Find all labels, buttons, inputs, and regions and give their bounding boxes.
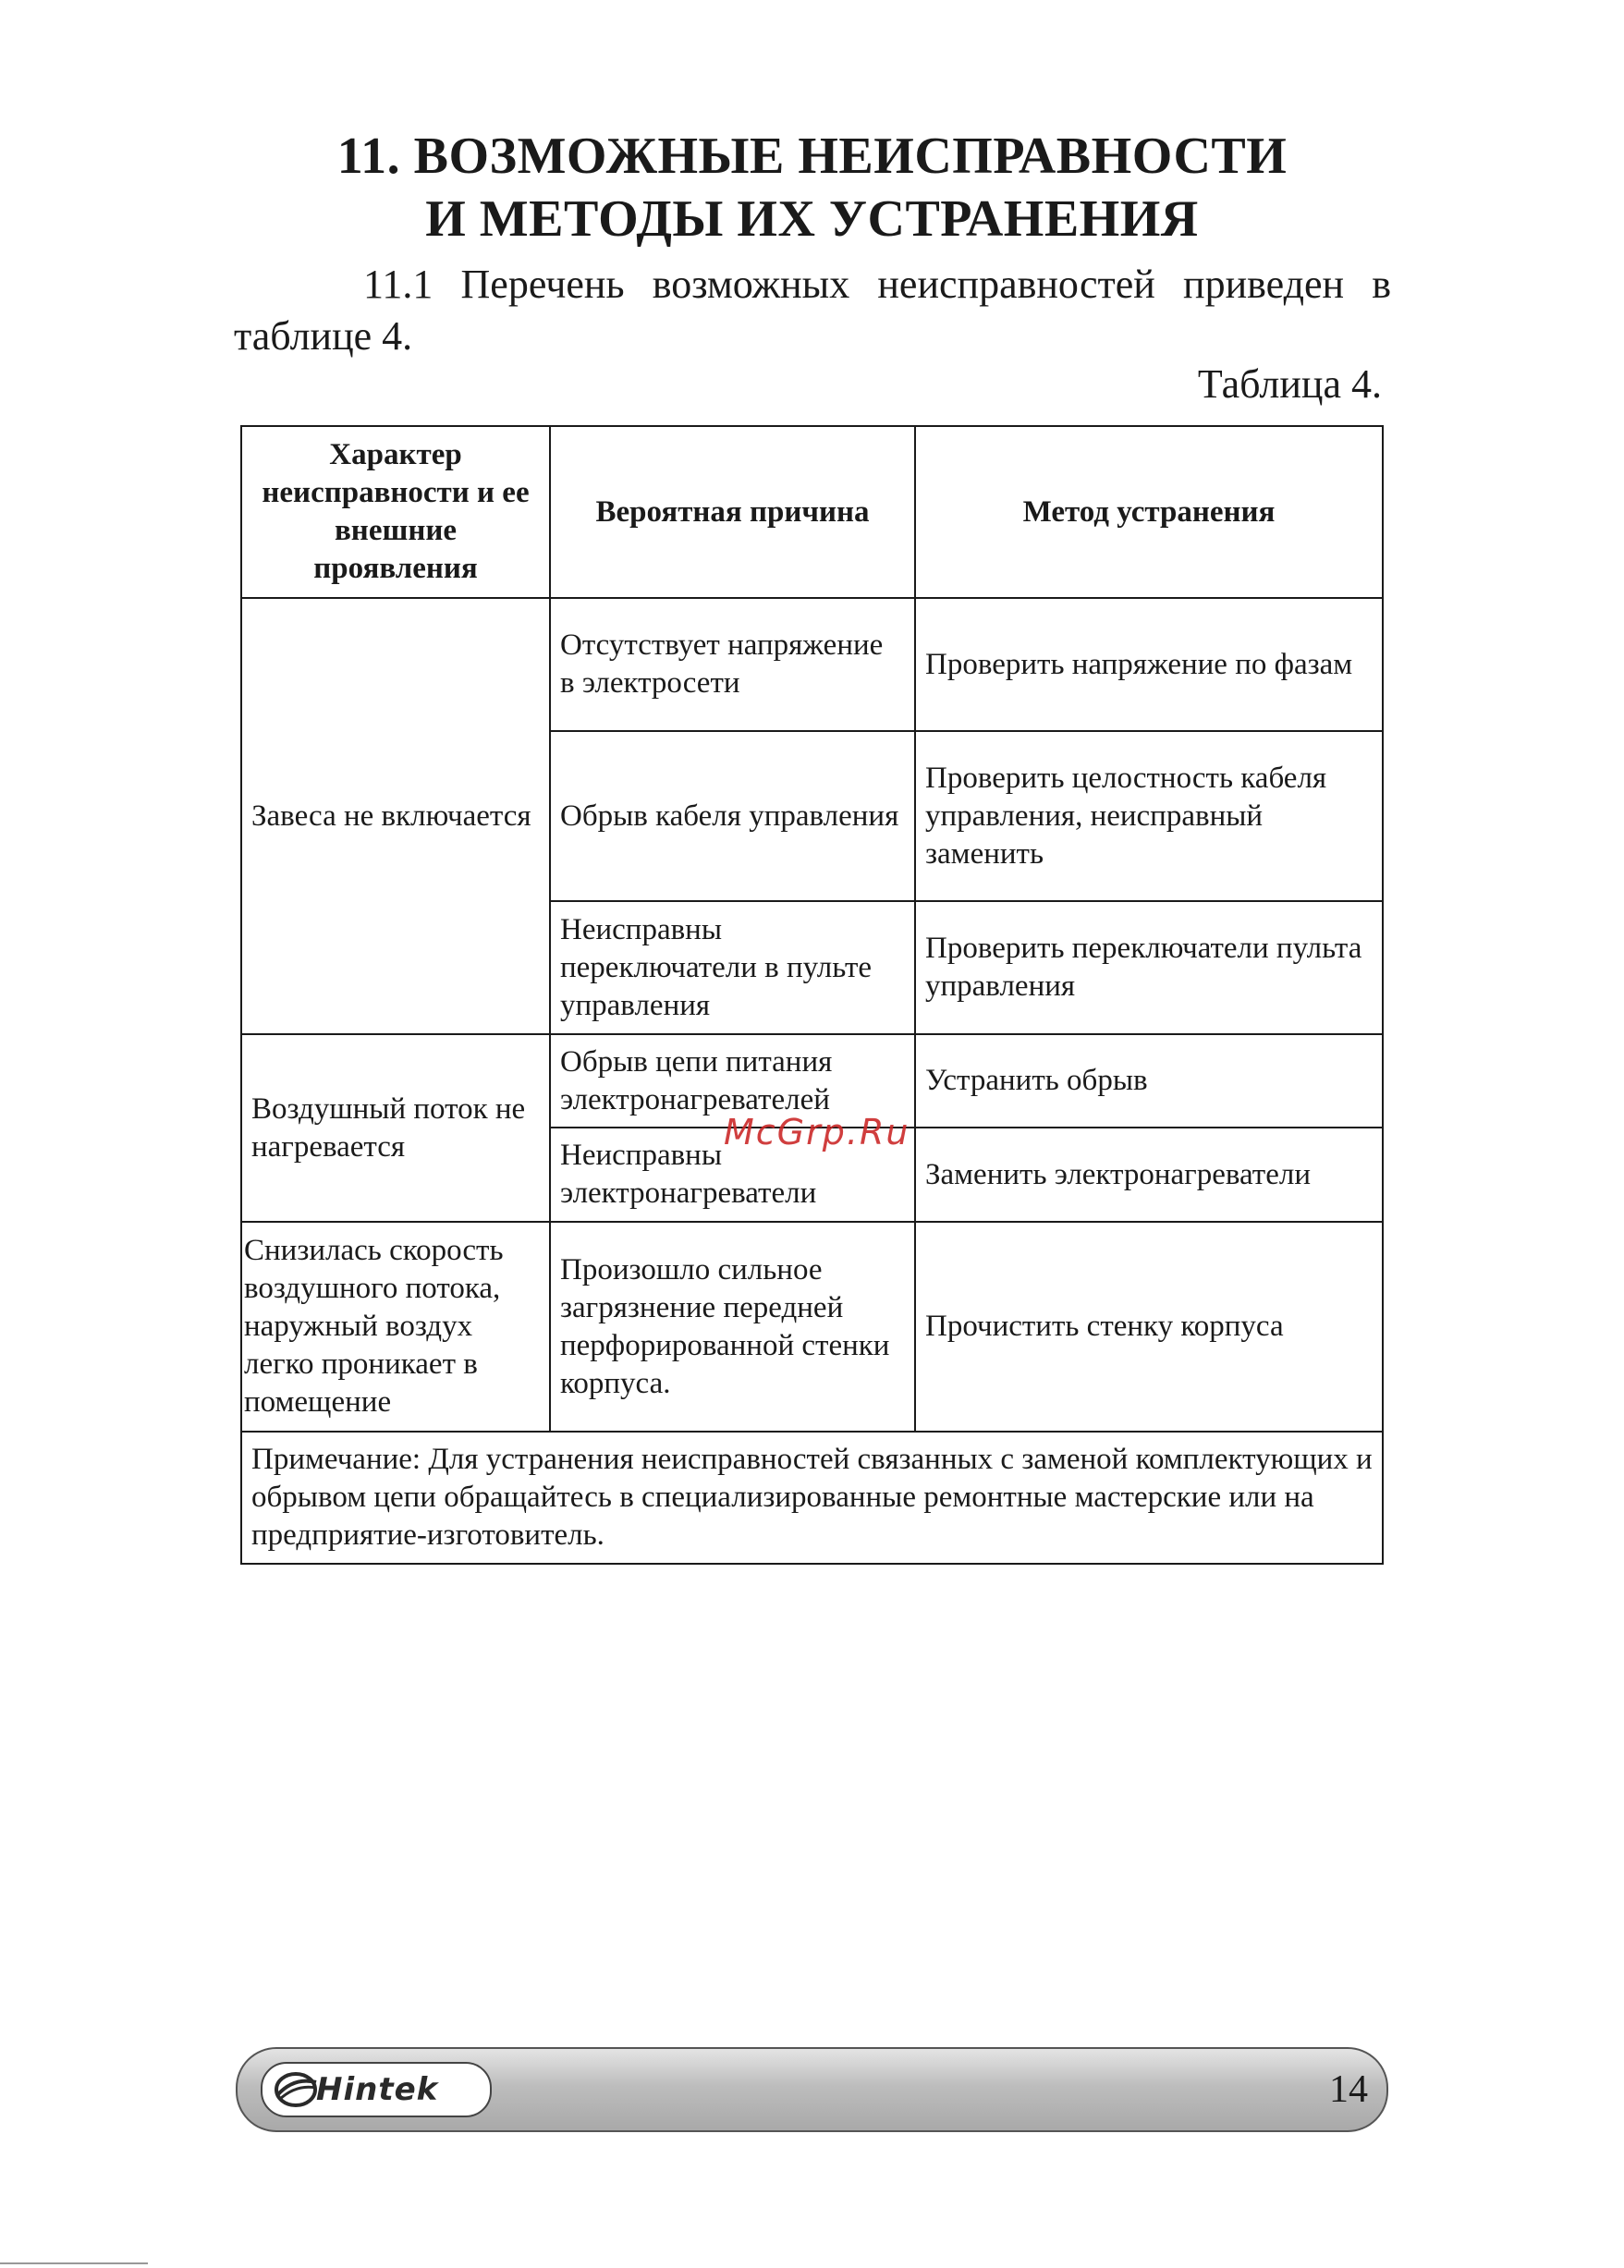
intro-text: 11.1 Перечень возможных неисправностей приведен в таблице 4.	[234, 262, 1391, 359]
symptom-cell: Завеса не включается	[241, 598, 550, 1034]
fix-cell: Проверить целостность кабеля управления, неисправный заменить	[915, 731, 1383, 901]
corner-crop-mark	[0, 2262, 148, 2264]
symptom-cell: Снизилась скорость воздушного потока, наружный воздух легко проникает в помещение	[241, 1222, 550, 1432]
table-row	[241, 598, 1383, 731]
intro-paragraph	[234, 259, 1391, 362]
watermark: McGrp.Ru	[724, 1112, 910, 1152]
table-note: Примечание: Для устранения неисправностей связанных с заменой комплектующих и обрывом цепи обращайтесь в специализированные ремонтные мастерские или на предприятие-изготовитель.	[241, 1432, 1383, 1564]
cause-cell: Обрыв кабеля управления	[550, 731, 915, 901]
fix-cell: Заменить электронагреватели	[915, 1128, 1383, 1222]
fix-cell: Проверить переключатели пульта управления	[915, 901, 1383, 1034]
table-caption: Таблица 4.	[1197, 361, 1382, 407]
header-cause: Вероятная причина	[550, 426, 915, 598]
cause-cell: Отсутствует напряжение в электросети	[550, 598, 915, 731]
fix-cell: Устранить обрыв	[915, 1034, 1383, 1128]
hintek-swoosh-icon	[272, 2069, 318, 2110]
brand-name: Hintek	[316, 2071, 439, 2108]
cause-cell: Произошло сильное загрязнение передней перфорированной стенки корпуса.	[550, 1222, 915, 1432]
page-title	[0, 125, 1624, 250]
title-line-1: 11. ВОЗМОЖНЫЕ НЕИСПРАВНОСТИ	[336, 128, 1288, 185]
cause-cell: Неисправны электронагреватели	[550, 1128, 915, 1222]
header-fix: Метод устранения	[915, 426, 1383, 598]
page-footer	[236, 2047, 1388, 2132]
fix-cell: Прочистить стенку корпуса	[915, 1222, 1383, 1432]
table-header-row	[241, 426, 1383, 598]
table-row	[241, 1222, 1383, 1432]
faults-table	[240, 425, 1384, 1565]
table-note-row	[241, 1432, 1383, 1564]
header-symptom: Характер неисправности и ее внешние проявления	[241, 426, 550, 598]
cause-cell: Неисправны переключатели в пульте управления	[550, 901, 915, 1034]
fix-cell: Проверить напряжение по фазам	[915, 598, 1383, 731]
symptom-cell: Воздушный поток не нагревается	[241, 1034, 550, 1222]
cause-cell: Обрыв цепи питания электронагревателей	[550, 1034, 915, 1128]
brand-logo	[261, 2062, 492, 2117]
title-line-2: И МЕТОДЫ ИХ УСТРАНЕНИЯ	[425, 190, 1199, 248]
page-number: 14	[1329, 2068, 1368, 2111]
